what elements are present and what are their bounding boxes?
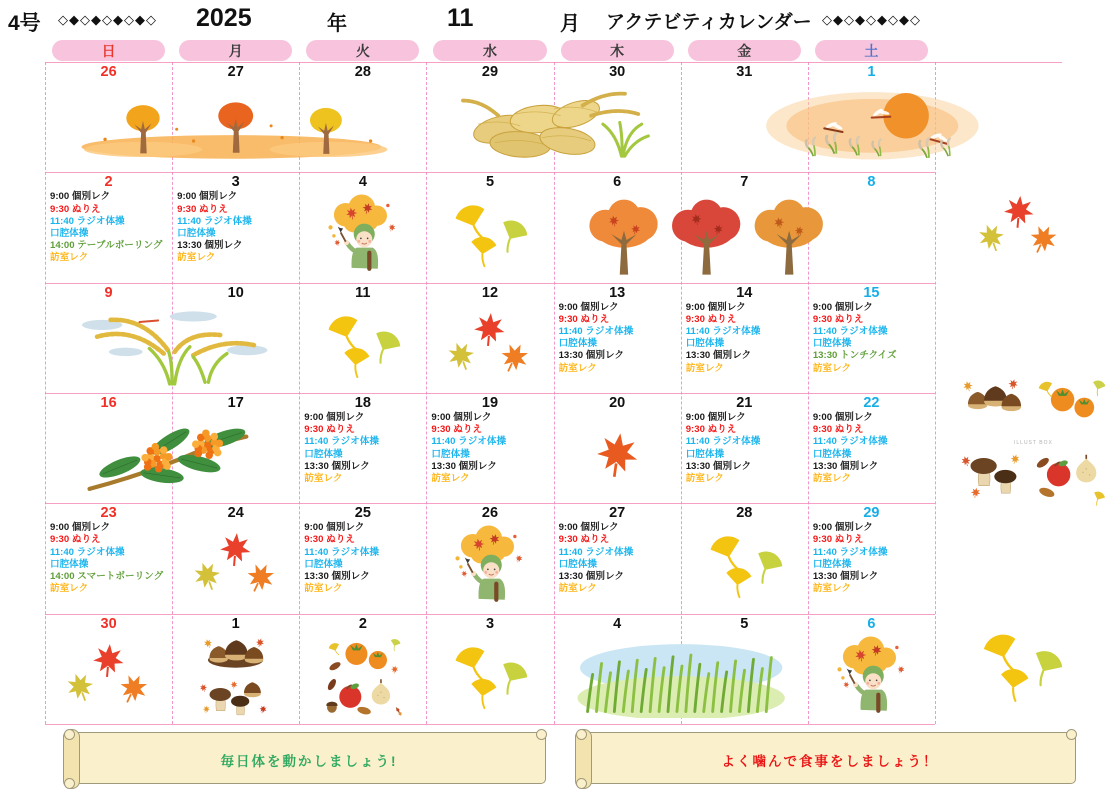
calendar-cell xyxy=(299,283,426,393)
calendar-cell xyxy=(808,503,935,613)
schedule-item: 11:40 ラジオ体操 xyxy=(177,215,252,227)
date-number: 3 xyxy=(485,615,495,632)
day-schedule xyxy=(686,302,807,375)
calendar-cell xyxy=(681,393,808,503)
weekday-header-5: 木 xyxy=(561,40,674,61)
schedule-item: 訪室レク xyxy=(304,472,343,484)
calendar-cell xyxy=(45,614,172,724)
exercise-banner-text: 毎日体を動かしましょう! xyxy=(220,754,398,769)
date-number: 28 xyxy=(736,505,753,522)
schedule-item: 9:00 個別レク xyxy=(304,411,365,423)
schedule-item: 9:30 ぬりえ xyxy=(304,534,355,546)
date-number: 4 xyxy=(613,615,622,632)
date-number: 4 xyxy=(358,174,367,191)
date-number: 31 xyxy=(736,64,753,80)
date-number: 16 xyxy=(100,394,117,411)
date-number: 2 xyxy=(358,615,367,632)
calendar-cell xyxy=(426,614,553,724)
schedule-item: 訪室レク xyxy=(50,252,89,264)
calendar-cell xyxy=(299,172,426,282)
decor-diamonds-right: ◇◆◇◆◇◆◇◆◇ xyxy=(822,12,921,27)
date-number: 12 xyxy=(481,284,499,301)
schedule-item: 訪室レク xyxy=(812,362,852,374)
calendar-cell xyxy=(808,62,935,172)
schedule-item: 口腔体操 xyxy=(685,448,725,460)
schedule-item: 9:30 ぬりえ xyxy=(50,203,101,215)
calendar-cell xyxy=(426,283,553,393)
schedule-item: 9:00 個別レク xyxy=(558,522,619,534)
calendar-cell xyxy=(426,62,553,172)
schedule-item: 13:30 個別レク xyxy=(177,240,243,252)
schedule-item: 13:30 個別レク xyxy=(812,571,879,582)
schedule-item: 口腔体操 xyxy=(812,558,852,570)
schedule-item: 口腔体操 xyxy=(558,338,597,350)
weekday-header-2: 月 xyxy=(179,40,292,61)
schedule-item: 9:30 ぬりえ xyxy=(50,534,101,546)
month-value: 11 xyxy=(447,4,474,32)
schedule-item: 9:00 個別レク xyxy=(685,301,746,313)
day-schedule xyxy=(304,412,425,485)
schedule-item: 9:30 ぬりえ xyxy=(558,534,610,546)
date-number: 27 xyxy=(609,505,626,522)
schedule-item: 口腔体操 xyxy=(304,448,343,460)
schedule-item: 11:40 ラジオ体操 xyxy=(685,436,761,448)
date-number: 6 xyxy=(867,615,876,632)
date-number: 15 xyxy=(863,284,880,301)
schedule-item: 訪室レク xyxy=(685,362,724,374)
schedule-item: 9:00 個別レク xyxy=(812,301,873,313)
exercise-banner xyxy=(63,729,555,791)
calendar-cell xyxy=(554,393,681,503)
schedule-item: 訪室レク xyxy=(812,472,852,484)
calendar-cell xyxy=(299,62,426,172)
date-number: 5 xyxy=(740,615,749,632)
schedule-item: 9:30 ぬりえ xyxy=(431,424,483,436)
date-number: 24 xyxy=(227,505,244,522)
schedule-item: 訪室レク xyxy=(558,583,597,595)
schedule-item: 9:30 ぬりえ xyxy=(812,313,864,325)
date-number: 14 xyxy=(736,284,753,301)
calendar-cell xyxy=(299,503,426,613)
meal-banner xyxy=(575,729,1085,791)
year-label: 年 xyxy=(327,13,347,35)
schedule-item: 11:40 ラジオ体操 xyxy=(558,546,634,558)
schedule-item: 9:30 ぬりえ xyxy=(812,424,864,436)
schedule-item: 13:30 個別レク xyxy=(558,571,624,582)
calendar-cell xyxy=(299,614,426,724)
schedule-item: 9:30 ぬりえ xyxy=(304,424,355,436)
date-number: 22 xyxy=(863,394,880,411)
date-number: 13 xyxy=(609,284,626,301)
date-number: 8 xyxy=(867,174,876,191)
schedule-item: 9:00 個別レク xyxy=(50,191,111,203)
schedule-item: 13:30 個別レク xyxy=(304,571,370,582)
date-number: 28 xyxy=(354,64,371,80)
grid-line-vertical xyxy=(935,62,936,724)
date-number: 26 xyxy=(100,64,117,80)
date-number: 29 xyxy=(863,505,880,522)
schedule-item: 9:00 個別レク xyxy=(558,301,619,313)
schedule-item: 9:00 個別レク xyxy=(812,411,873,423)
calendar-cell xyxy=(808,283,935,393)
schedule-item: 訪室レク xyxy=(558,362,597,374)
schedule-item: 口腔体操 xyxy=(304,558,343,570)
date-number: 20 xyxy=(609,394,626,411)
schedule-item: 13:30 個別レク xyxy=(304,460,370,472)
day-schedule xyxy=(50,522,171,595)
schedule-item: 訪室レク xyxy=(812,583,852,595)
schedule-item: 9:00 個別レク xyxy=(304,522,365,534)
schedule-item: 11:40 ラジオ体操 xyxy=(50,546,125,558)
schedule-item: 口腔体操 xyxy=(431,448,470,460)
calendar-cell xyxy=(681,283,808,393)
calendar-cell xyxy=(45,172,172,282)
schedule-item: 11:40 ラジオ体操 xyxy=(50,215,125,227)
maple-trio-illustration xyxy=(968,186,1070,268)
date-number: 19 xyxy=(481,394,499,411)
calendar-cell xyxy=(808,172,935,282)
day-schedule xyxy=(431,412,552,485)
year-value: 2025 xyxy=(196,4,252,32)
date-number: 30 xyxy=(609,64,626,80)
day-schedule xyxy=(559,302,680,375)
calendar-cell xyxy=(45,283,172,393)
calendar-cell xyxy=(172,283,299,393)
date-number: 7 xyxy=(740,174,749,191)
calendar-cell xyxy=(426,393,553,503)
day-schedule xyxy=(813,522,934,595)
calendar-cell xyxy=(426,172,553,282)
calendar-title: アクテビティカレンダー xyxy=(606,12,812,33)
schedule-item: 9:00 個別レク xyxy=(812,522,873,534)
issue-number: 4号 xyxy=(8,12,41,35)
calendar-cell xyxy=(681,62,808,172)
day-schedule xyxy=(304,522,425,595)
weekday-header-3: 火 xyxy=(306,40,419,61)
day-schedule xyxy=(813,412,934,485)
calendar-cell xyxy=(299,393,426,503)
schedule-item: 9:30 ぬりえ xyxy=(558,313,610,325)
schedule-item: 口腔体操 xyxy=(177,227,216,239)
calendar-cell xyxy=(554,503,681,613)
date-number: 1 xyxy=(231,615,240,632)
schedule-item: 訪室レク xyxy=(177,252,216,264)
schedule-item: 11:40 ラジオ体操 xyxy=(558,326,634,337)
weekday-header-7: 土 xyxy=(815,40,928,61)
weekday-header-1: 日 xyxy=(52,40,165,61)
date-number: 18 xyxy=(354,394,371,411)
date-number: 1 xyxy=(867,64,876,80)
schedule-item: 口腔体操 xyxy=(50,227,89,239)
calendar-cell xyxy=(554,172,681,282)
meal-banner-text: よく噛んで食事をしましょう！ xyxy=(721,754,939,769)
calendar-cell xyxy=(426,503,553,613)
calendar-cell xyxy=(554,283,681,393)
decor-diamonds-left: ◇◆◇◆◇◆◇◆◇ xyxy=(58,12,157,27)
schedule-item: 13:30 個別レク xyxy=(685,460,752,472)
schedule-item: 9:00 個別レク xyxy=(177,191,238,203)
schedule-item: 9:00 個別レク xyxy=(50,522,111,534)
calendar-cell xyxy=(681,172,808,282)
schedule-item: 11:40 ラジオ体操 xyxy=(812,546,888,558)
schedule-item: 11:40 ラジオ体操 xyxy=(431,436,507,448)
date-number: 17 xyxy=(227,394,244,411)
schedule-item: 9:30 ぬりえ xyxy=(685,424,737,436)
month-label: 月 xyxy=(560,13,580,35)
schedule-item: 11:40 ラジオ体操 xyxy=(812,436,888,448)
weekday-header-4: 水 xyxy=(433,40,546,61)
calendar-cell xyxy=(45,62,172,172)
day-schedule xyxy=(813,302,934,375)
schedule-item: 13:30 個別レク xyxy=(431,460,497,472)
day-schedule xyxy=(559,522,680,595)
weekday-header-6: 金 xyxy=(688,40,801,61)
harvest-grid-illustration xyxy=(952,372,1110,520)
schedule-item: 11:40 ラジオ体操 xyxy=(685,326,761,337)
schedule-item: 口腔体操 xyxy=(50,558,89,570)
date-number: 11 xyxy=(355,284,371,301)
schedule-item: 13:30 個別レク xyxy=(685,350,752,362)
date-number: 2 xyxy=(104,174,113,191)
schedule-item: 13:30 個別レク xyxy=(812,460,879,472)
grid-line-horizontal xyxy=(45,724,935,725)
schedule-item: 口腔体操 xyxy=(558,558,597,570)
day-schedule xyxy=(177,191,298,264)
date-number: 5 xyxy=(485,174,495,191)
calendar-cell xyxy=(172,62,299,172)
schedule-item: 13:30 個別レク xyxy=(558,350,624,362)
date-number: 10 xyxy=(227,284,244,301)
schedule-item: 9:30 ぬりえ xyxy=(177,203,228,215)
date-number: 29 xyxy=(481,64,499,80)
schedule-item: 9:00 個別レク xyxy=(431,411,492,423)
schedule-item: 9:30 ぬりえ xyxy=(812,534,864,546)
calendar-cell xyxy=(554,62,681,172)
date-number: 9 xyxy=(104,284,113,301)
calendar-cell xyxy=(172,614,299,724)
schedule-item: 訪室レク xyxy=(685,472,724,484)
schedule-item: 口腔体操 xyxy=(812,448,852,460)
schedule-item: 11:40 ラジオ体操 xyxy=(304,546,379,558)
date-number: 25 xyxy=(354,505,371,522)
schedule-item: 口腔体操 xyxy=(685,338,725,350)
schedule-item: 11:40 ラジオ体操 xyxy=(304,436,379,448)
ginkgo-trio-illustration xyxy=(962,620,1080,712)
calendar-cell xyxy=(681,503,808,613)
date-number: 21 xyxy=(736,394,753,411)
date-number: 3 xyxy=(231,174,240,191)
date-number: 6 xyxy=(613,174,622,191)
calendar-cell xyxy=(681,614,808,724)
schedule-item: 訪室レク xyxy=(304,583,343,595)
day-schedule xyxy=(50,191,171,264)
calendar-cell xyxy=(808,393,935,503)
calendar-cell xyxy=(808,614,935,724)
calendar-cell xyxy=(45,503,172,613)
calendar-cell xyxy=(45,393,172,503)
schedule-item: 訪室レク xyxy=(50,583,89,595)
date-number: 26 xyxy=(481,505,499,522)
schedule-item: 11:40 ラジオ体操 xyxy=(812,326,888,337)
date-number: 30 xyxy=(100,615,117,632)
day-schedule xyxy=(686,412,807,485)
schedule-item: 13:30 トンチクイズ xyxy=(812,350,897,362)
calendar-cell xyxy=(172,393,299,503)
schedule-item: 口腔体操 xyxy=(812,338,852,350)
schedule-item: 14:00 スマートボーリング xyxy=(50,571,164,582)
schedule-item: 9:00 個別レク xyxy=(685,411,746,423)
date-number: 27 xyxy=(227,64,244,80)
schedule-item: 14:00 テーブルボーリング xyxy=(50,240,163,252)
calendar-cell xyxy=(172,503,299,613)
calendar-cell xyxy=(172,172,299,282)
calendar-cell xyxy=(554,614,681,724)
schedule-item: 9:30 ぬりえ xyxy=(685,313,737,325)
illust-box-watermark: ILLUST BOX xyxy=(1014,440,1053,446)
schedule-item: 訪室レク xyxy=(431,472,470,484)
date-number: 23 xyxy=(100,505,117,522)
